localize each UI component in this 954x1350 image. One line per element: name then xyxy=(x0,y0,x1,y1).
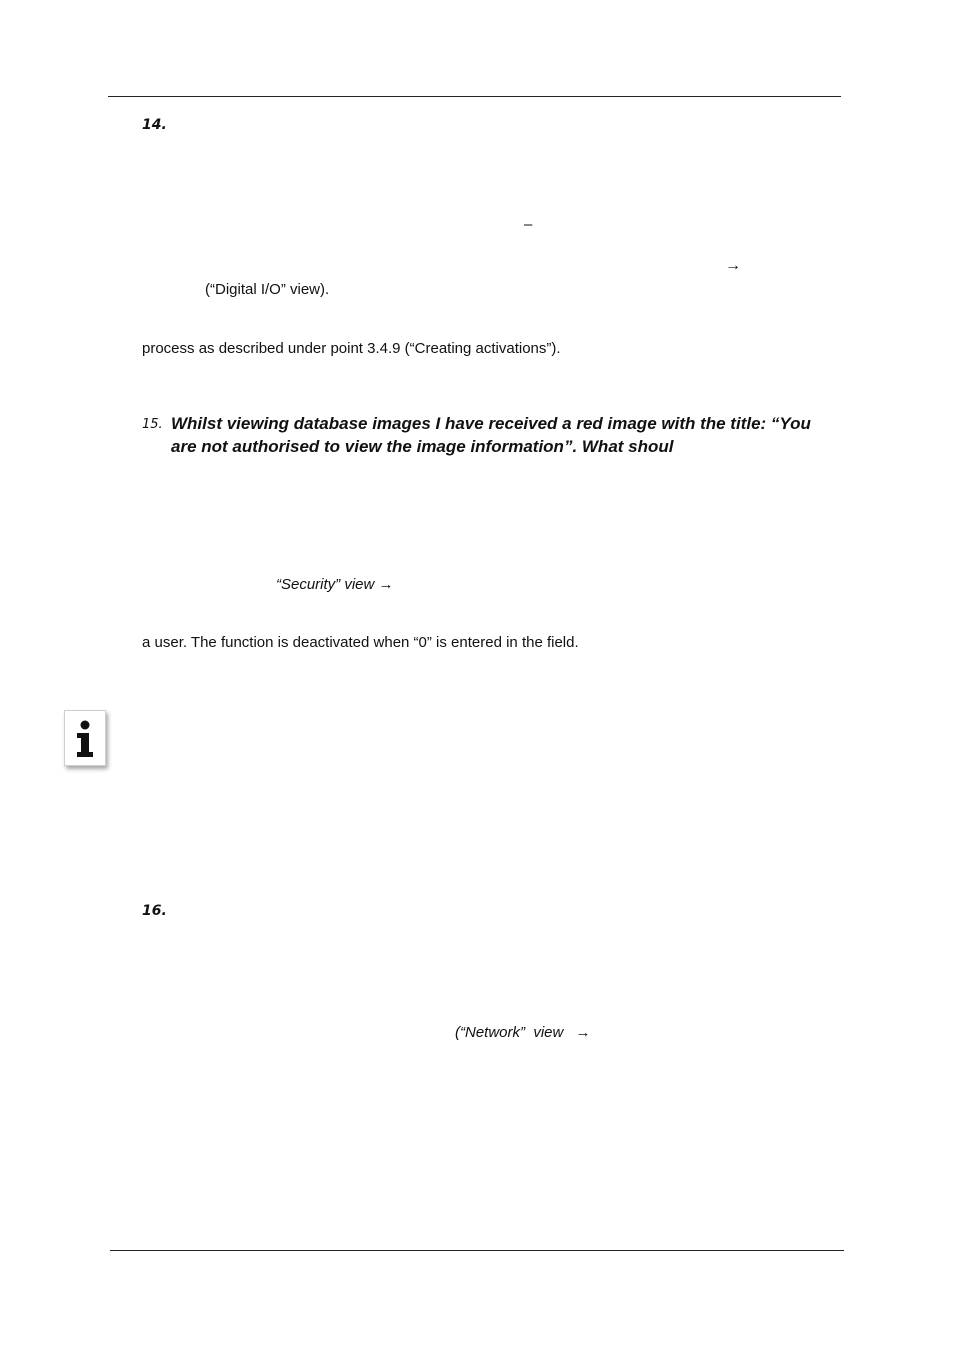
section-14-dash: – xyxy=(524,216,533,233)
arrow-right-icon: → xyxy=(378,576,394,593)
network-view-label: (“Network” view xyxy=(455,1024,564,1041)
info-icon xyxy=(64,710,106,766)
section-16-network-view xyxy=(455,1024,591,1042)
section-15-question-line-1: Whilst viewing database images I have received a red image with the title: “You xyxy=(171,414,811,433)
arrow-right-icon: → xyxy=(575,1024,591,1041)
section-14-digital-io-view: (“Digital I/O” view). xyxy=(205,281,330,298)
section-15-security-view xyxy=(276,576,394,594)
header-rule xyxy=(108,96,841,97)
section-14-arrow: → xyxy=(725,257,741,274)
security-view-label: “Security” view xyxy=(276,576,375,593)
footer-rule xyxy=(110,1250,844,1251)
section-14-number: 14. xyxy=(142,117,167,133)
section-15-user-text: a user. The function is deactivated when “0” is entered in the field. xyxy=(142,634,579,651)
section-15-number: 15. xyxy=(142,417,163,432)
section-14-process-text: process as described under point 3.4.9 (“Creating activations”). xyxy=(142,340,561,357)
section-15-question-line-2: are not authorised to view the image information”. What shoul xyxy=(171,437,674,456)
section-16-number: 16. xyxy=(142,903,167,919)
